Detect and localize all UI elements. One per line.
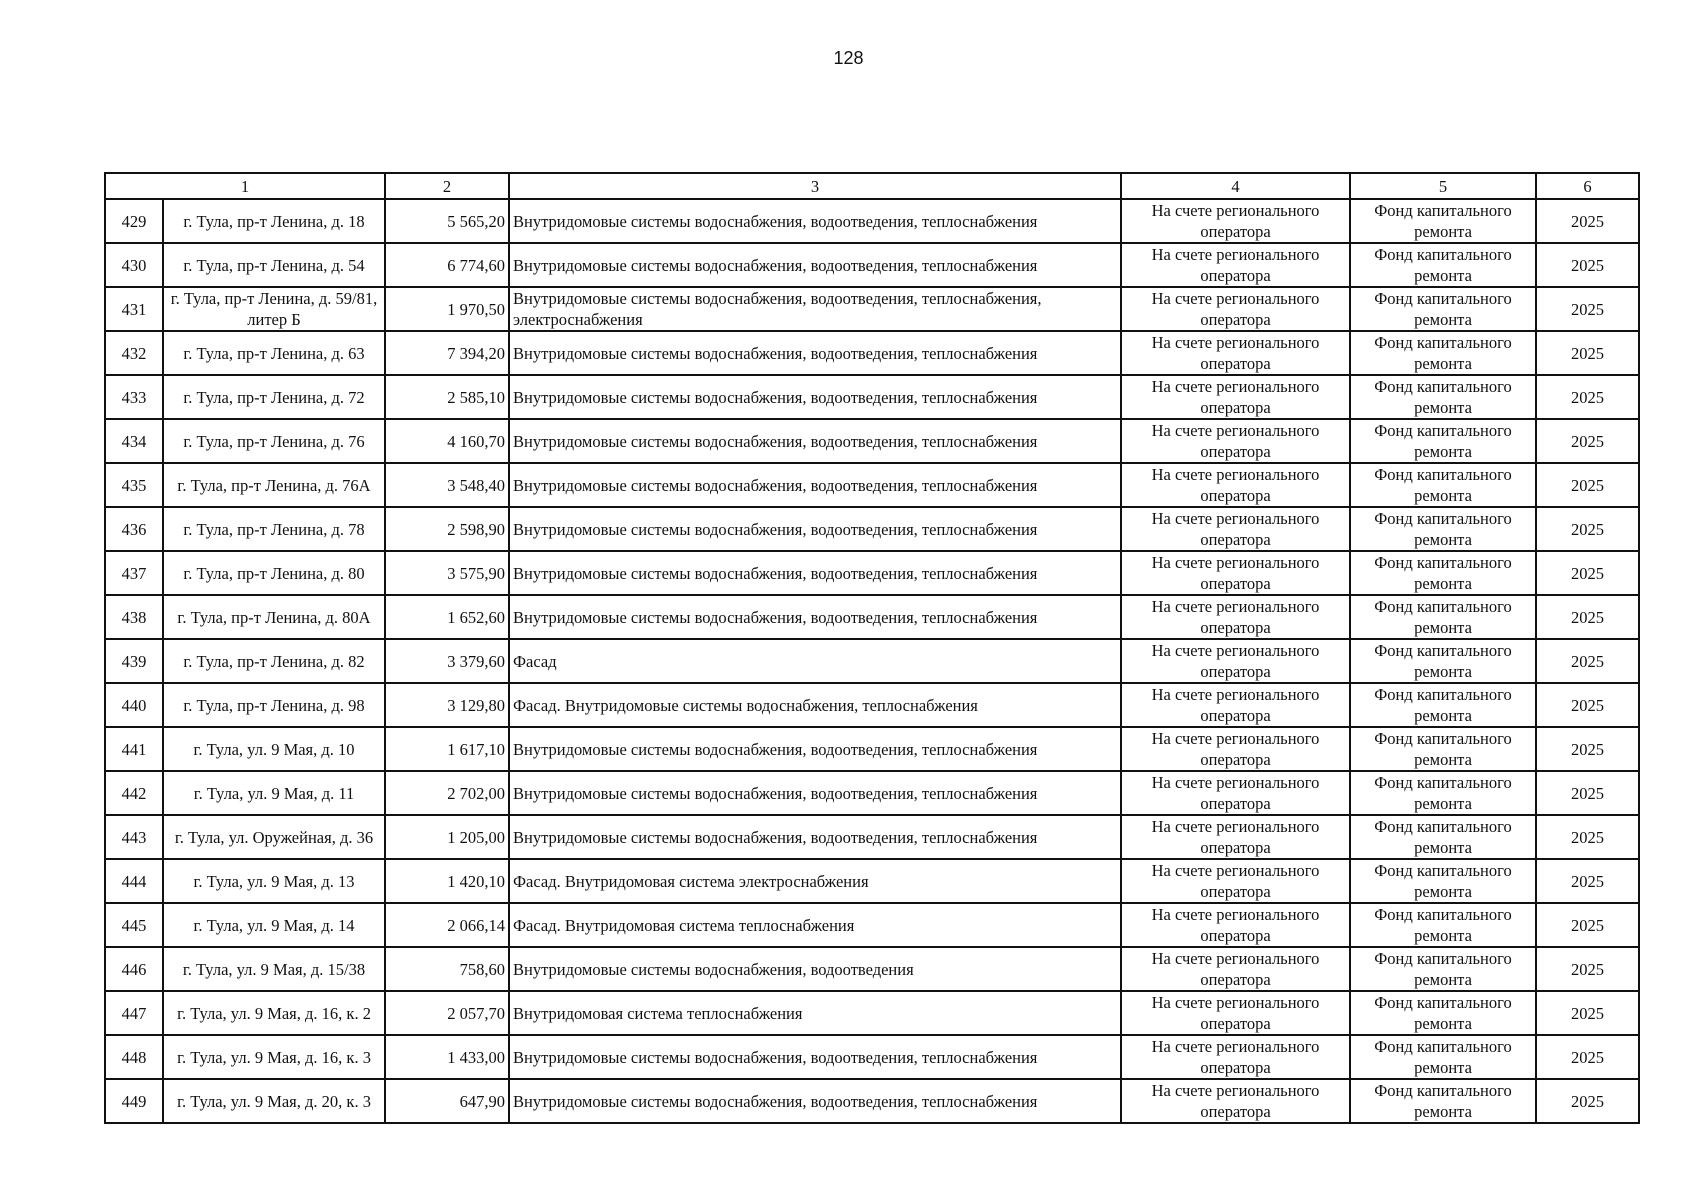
fund-account-cell: На счете регионального оператора bbox=[1121, 815, 1350, 859]
completion-year-cell: 2025 bbox=[1536, 1079, 1639, 1123]
row-number-cell: 434 bbox=[105, 419, 163, 463]
building-address-cell: г. Тула, пр-т Ленина, д. 72 bbox=[163, 375, 385, 419]
completion-year-cell: 2025 bbox=[1536, 859, 1639, 903]
building-area-cell: 2 702,00 bbox=[385, 771, 509, 815]
row-number-cell: 433 bbox=[105, 375, 163, 419]
completion-year-cell: 2025 bbox=[1536, 683, 1639, 727]
building-address-cell: г. Тула, ул. 9 Мая, д. 10 bbox=[163, 727, 385, 771]
fund-account-cell: На счете регионального оператора bbox=[1121, 903, 1350, 947]
fund-account-cell: На счете регионального оператора bbox=[1121, 991, 1350, 1035]
repair-works-cell: Внутридомовые системы водоснабжения, водоотведения, теплоснабжения bbox=[509, 419, 1121, 463]
column-header-3: 3 bbox=[509, 173, 1121, 199]
completion-year-cell: 2025 bbox=[1536, 947, 1639, 991]
funding-source-cell: Фонд капитального ремонта bbox=[1350, 815, 1536, 859]
completion-year-cell: 2025 bbox=[1536, 771, 1639, 815]
repair-works-cell: Внутридомовые системы водоснабжения, водоотведения, теплоснабжения bbox=[509, 1079, 1121, 1123]
building-area-cell: 3 129,80 bbox=[385, 683, 509, 727]
completion-year-cell: 2025 bbox=[1536, 639, 1639, 683]
building-area-cell: 2 585,10 bbox=[385, 375, 509, 419]
table-row bbox=[105, 1079, 1639, 1123]
row-number-cell: 429 bbox=[105, 199, 163, 243]
repair-works-cell: Внутридомовые системы водоснабжения, водоотведения, теплоснабжения bbox=[509, 199, 1121, 243]
building-address-cell: г. Тула, ул. 9 Мая, д. 20, к. 3 bbox=[163, 1079, 385, 1123]
repair-works-cell: Фасад. Внутридомовые системы водоснабжения, теплоснабжения bbox=[509, 683, 1121, 727]
repair-works-cell: Фасад. Внутридомовая система электроснабжения bbox=[509, 859, 1121, 903]
building-area-cell: 2 066,14 bbox=[385, 903, 509, 947]
funding-source-cell: Фонд капитального ремонта bbox=[1350, 551, 1536, 595]
table-row bbox=[105, 551, 1639, 595]
completion-year-cell: 2025 bbox=[1536, 419, 1639, 463]
building-address-cell: г. Тула, ул. 9 Мая, д. 15/38 bbox=[163, 947, 385, 991]
fund-account-cell: На счете регионального оператора bbox=[1121, 287, 1350, 331]
fund-account-cell: На счете регионального оператора bbox=[1121, 463, 1350, 507]
building-area-cell: 1 652,60 bbox=[385, 595, 509, 639]
building-address-cell: г. Тула, пр-т Ленина, д. 78 bbox=[163, 507, 385, 551]
building-address-cell: г. Тула, ул. 9 Мая, д. 13 bbox=[163, 859, 385, 903]
building-address-cell: г. Тула, ул. 9 Мая, д. 16, к. 2 bbox=[163, 991, 385, 1035]
column-header-4: 4 bbox=[1121, 173, 1350, 199]
completion-year-cell: 2025 bbox=[1536, 287, 1639, 331]
building-area-cell: 1 420,10 bbox=[385, 859, 509, 903]
table-row bbox=[105, 903, 1639, 947]
completion-year-cell: 2025 bbox=[1536, 375, 1639, 419]
funding-source-cell: Фонд капитального ремонта bbox=[1350, 595, 1536, 639]
row-number-cell: 438 bbox=[105, 595, 163, 639]
repair-works-cell: Внутридомовые системы водоснабжения, водоотведения, теплоснабжения bbox=[509, 595, 1121, 639]
building-address-cell: г. Тула, ул. 9 Мая, д. 16, к. 3 bbox=[163, 1035, 385, 1079]
repair-works-cell: Внутридомовые системы водоснабжения, водоотведения, теплоснабжения bbox=[509, 815, 1121, 859]
completion-year-cell: 2025 bbox=[1536, 331, 1639, 375]
funding-source-cell: Фонд капитального ремонта bbox=[1350, 903, 1536, 947]
repair-works-cell: Внутридомовые системы водоснабжения, водоотведения, теплоснабжения bbox=[509, 331, 1121, 375]
repair-works-cell: Фасад bbox=[509, 639, 1121, 683]
building-area-cell: 647,90 bbox=[385, 1079, 509, 1123]
building-area-cell: 6 774,60 bbox=[385, 243, 509, 287]
building-address-cell: г. Тула, пр-т Ленина, д. 98 bbox=[163, 683, 385, 727]
row-number-cell: 435 bbox=[105, 463, 163, 507]
table-row bbox=[105, 815, 1639, 859]
funding-source-cell: Фонд капитального ремонта bbox=[1350, 991, 1536, 1035]
table-row bbox=[105, 947, 1639, 991]
funding-source-cell: Фонд капитального ремонта bbox=[1350, 287, 1536, 331]
funding-source-cell: Фонд капитального ремонта bbox=[1350, 375, 1536, 419]
table-row bbox=[105, 287, 1639, 331]
table-row bbox=[105, 727, 1639, 771]
fund-account-cell: На счете регионального оператора bbox=[1121, 771, 1350, 815]
row-number-cell: 436 bbox=[105, 507, 163, 551]
repair-works-cell: Внутридомовые системы водоснабжения, водоотведения, теплоснабжения bbox=[509, 727, 1121, 771]
completion-year-cell: 2025 bbox=[1536, 595, 1639, 639]
funding-source-cell: Фонд капитального ремонта bbox=[1350, 463, 1536, 507]
row-number-cell: 440 bbox=[105, 683, 163, 727]
column-header-1: 1 bbox=[105, 173, 385, 199]
building-area-cell: 3 548,40 bbox=[385, 463, 509, 507]
row-number-cell: 432 bbox=[105, 331, 163, 375]
fund-account-cell: На счете регионального оператора bbox=[1121, 595, 1350, 639]
funding-source-cell: Фонд капитального ремонта bbox=[1350, 419, 1536, 463]
table-row bbox=[105, 243, 1639, 287]
repair-works-cell: Внутридомовые системы водоснабжения, водоотведения, теплоснабжения bbox=[509, 463, 1121, 507]
repair-works-cell: Фасад. Внутридомовая система теплоснабжения bbox=[509, 903, 1121, 947]
table-row bbox=[105, 771, 1639, 815]
table-row bbox=[105, 639, 1639, 683]
fund-account-cell: На счете регионального оператора bbox=[1121, 1035, 1350, 1079]
completion-year-cell: 2025 bbox=[1536, 727, 1639, 771]
completion-year-cell: 2025 bbox=[1536, 1035, 1639, 1079]
table-row bbox=[105, 507, 1639, 551]
row-number-cell: 443 bbox=[105, 815, 163, 859]
repair-works-cell: Внутридомовые системы водоснабжения, водоотведения, теплоснабжения bbox=[509, 771, 1121, 815]
building-address-cell: г. Тула, пр-т Ленина, д. 76А bbox=[163, 463, 385, 507]
table-row bbox=[105, 419, 1639, 463]
row-number-cell: 444 bbox=[105, 859, 163, 903]
page-number: 128 bbox=[833, 48, 864, 68]
table-row bbox=[105, 331, 1639, 375]
building-address-cell: г. Тула, пр-т Ленина, д. 80 bbox=[163, 551, 385, 595]
table-row bbox=[105, 595, 1639, 639]
row-number-cell: 448 bbox=[105, 1035, 163, 1079]
repair-works-cell: Внутридомовые системы водоснабжения, водоотведения, теплоснабжения bbox=[509, 375, 1121, 419]
completion-year-cell: 2025 bbox=[1536, 991, 1639, 1035]
fund-account-cell: На счете регионального оператора bbox=[1121, 375, 1350, 419]
fund-account-cell: На счете регионального оператора bbox=[1121, 639, 1350, 683]
completion-year-cell: 2025 bbox=[1536, 903, 1639, 947]
funding-source-cell: Фонд капитального ремонта bbox=[1350, 507, 1536, 551]
table-body bbox=[105, 199, 1639, 1123]
building-area-cell: 1 970,50 bbox=[385, 287, 509, 331]
repair-works-cell: Внутридомовая система теплоснабжения bbox=[509, 991, 1121, 1035]
header-row bbox=[105, 173, 1639, 199]
building-area-cell: 1 205,00 bbox=[385, 815, 509, 859]
row-number-cell: 447 bbox=[105, 991, 163, 1035]
building-area-cell: 2 598,90 bbox=[385, 507, 509, 551]
row-number-cell: 442 bbox=[105, 771, 163, 815]
funding-source-cell: Фонд капитального ремонта bbox=[1350, 727, 1536, 771]
building-area-cell: 758,60 bbox=[385, 947, 509, 991]
table-row bbox=[105, 375, 1639, 419]
completion-year-cell: 2025 bbox=[1536, 199, 1639, 243]
fund-account-cell: На счете регионального оператора bbox=[1121, 199, 1350, 243]
building-address-cell: г. Тула, пр-т Ленина, д. 80А bbox=[163, 595, 385, 639]
building-address-cell: г. Тула, пр-т Ленина, д. 76 bbox=[163, 419, 385, 463]
funding-source-cell: Фонд капитального ремонта bbox=[1350, 1079, 1536, 1123]
fund-account-cell: На счете регионального оператора bbox=[1121, 243, 1350, 287]
table-row bbox=[105, 991, 1639, 1035]
row-number-cell: 430 bbox=[105, 243, 163, 287]
repair-works-cell: Внутридомовые системы водоснабжения, водоотведения bbox=[509, 947, 1121, 991]
row-number-cell: 431 bbox=[105, 287, 163, 331]
fund-account-cell: На счете регионального оператора bbox=[1121, 859, 1350, 903]
fund-account-cell: На счете регионального оператора bbox=[1121, 683, 1350, 727]
building-address-cell: г. Тула, пр-т Ленина, д. 59/81, литер Б bbox=[163, 287, 385, 331]
column-header-5: 5 bbox=[1350, 173, 1536, 199]
row-number-cell: 449 bbox=[105, 1079, 163, 1123]
column-header-2: 2 bbox=[385, 173, 509, 199]
building-address-cell: г. Тула, пр-т Ленина, д. 82 bbox=[163, 639, 385, 683]
building-area-cell: 2 057,70 bbox=[385, 991, 509, 1035]
completion-year-cell: 2025 bbox=[1536, 463, 1639, 507]
table-row bbox=[105, 463, 1639, 507]
fund-account-cell: На счете регионального оператора bbox=[1121, 331, 1350, 375]
column-header-6: 6 bbox=[1536, 173, 1639, 199]
completion-year-cell: 2025 bbox=[1536, 551, 1639, 595]
funding-source-cell: Фонд капитального ремонта bbox=[1350, 331, 1536, 375]
building-address-cell: г. Тула, пр-т Ленина, д. 63 bbox=[163, 331, 385, 375]
row-number-cell: 446 bbox=[105, 947, 163, 991]
building-area-cell: 7 394,20 bbox=[385, 331, 509, 375]
building-area-cell: 5 565,20 bbox=[385, 199, 509, 243]
row-number-cell: 441 bbox=[105, 727, 163, 771]
table-row bbox=[105, 859, 1639, 903]
repair-works-cell: Внутридомовые системы водоснабжения, водоотведения, теплоснабжения bbox=[509, 1035, 1121, 1079]
funding-source-cell: Фонд капитального ремонта bbox=[1350, 771, 1536, 815]
row-number-cell: 439 bbox=[105, 639, 163, 683]
funding-source-cell: Фонд капитального ремонта bbox=[1350, 947, 1536, 991]
building-area-cell: 1 617,10 bbox=[385, 727, 509, 771]
table-row bbox=[105, 683, 1639, 727]
building-address-cell: г. Тула, ул. 9 Мая, д. 11 bbox=[163, 771, 385, 815]
repair-works-cell: Внутридомовые системы водоснабжения, водоотведения, теплоснабжения bbox=[509, 243, 1121, 287]
funding-source-cell: Фонд капитального ремонта bbox=[1350, 199, 1536, 243]
building-address-cell: г. Тула, ул. Оружейная, д. 36 bbox=[163, 815, 385, 859]
building-area-cell: 3 379,60 bbox=[385, 639, 509, 683]
funding-source-cell: Фонд капитального ремонта bbox=[1350, 243, 1536, 287]
building-address-cell: г. Тула, пр-т Ленина, д. 54 bbox=[163, 243, 385, 287]
table-row bbox=[105, 1035, 1639, 1079]
building-area-cell: 4 160,70 bbox=[385, 419, 509, 463]
capital-repair-table bbox=[104, 172, 1640, 1124]
fund-account-cell: На счете регионального оператора bbox=[1121, 1079, 1350, 1123]
row-number-cell: 445 bbox=[105, 903, 163, 947]
table-header bbox=[105, 173, 1639, 199]
fund-account-cell: На счете регионального оператора bbox=[1121, 947, 1350, 991]
building-address-cell: г. Тула, пр-т Ленина, д. 18 bbox=[163, 199, 385, 243]
row-number-cell: 437 bbox=[105, 551, 163, 595]
building-area-cell: 1 433,00 bbox=[385, 1035, 509, 1079]
table-row bbox=[105, 199, 1639, 243]
fund-account-cell: На счете регионального оператора bbox=[1121, 551, 1350, 595]
funding-source-cell: Фонд капитального ремонта bbox=[1350, 859, 1536, 903]
fund-account-cell: На счете регионального оператора bbox=[1121, 419, 1350, 463]
completion-year-cell: 2025 bbox=[1536, 243, 1639, 287]
funding-source-cell: Фонд капитального ремонта bbox=[1350, 1035, 1536, 1079]
completion-year-cell: 2025 bbox=[1536, 507, 1639, 551]
building-area-cell: 3 575,90 bbox=[385, 551, 509, 595]
repair-works-cell: Внутридомовые системы водоснабжения, водоотведения, теплоснабжения, электроснабжения bbox=[509, 287, 1121, 331]
funding-source-cell: Фонд капитального ремонта bbox=[1350, 683, 1536, 727]
funding-source-cell: Фонд капитального ремонта bbox=[1350, 639, 1536, 683]
completion-year-cell: 2025 bbox=[1536, 815, 1639, 859]
building-address-cell: г. Тула, ул. 9 Мая, д. 14 bbox=[163, 903, 385, 947]
fund-account-cell: На счете регионального оператора bbox=[1121, 727, 1350, 771]
repair-works-cell: Внутридомовые системы водоснабжения, водоотведения, теплоснабжения bbox=[509, 507, 1121, 551]
fund-account-cell: На счете регионального оператора bbox=[1121, 507, 1350, 551]
repair-works-cell: Внутридомовые системы водоснабжения, водоотведения, теплоснабжения bbox=[509, 551, 1121, 595]
